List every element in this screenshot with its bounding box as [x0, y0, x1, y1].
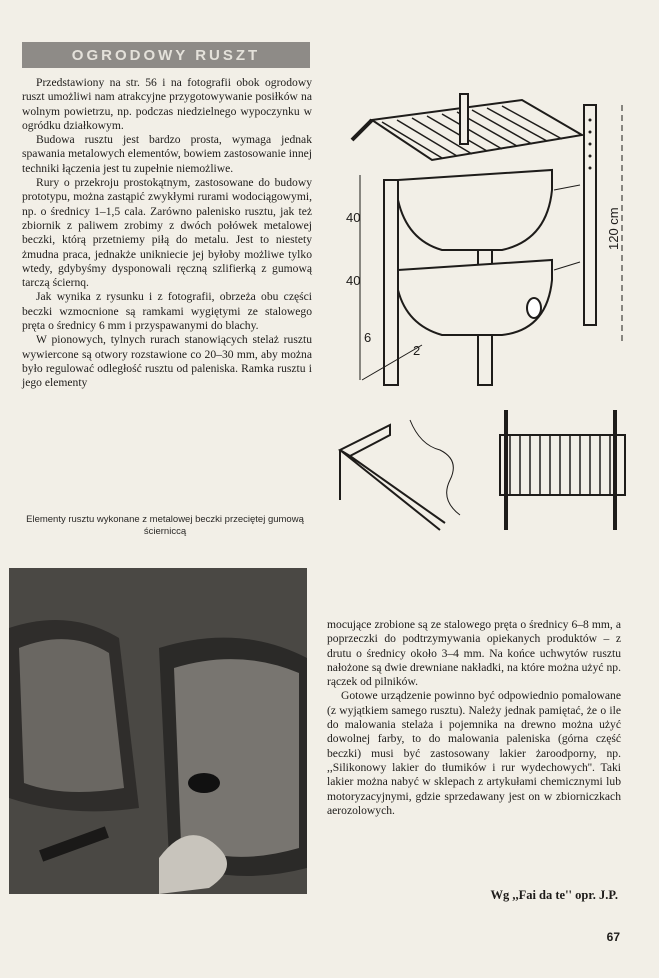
dimension-40-lower: 40 [346, 273, 361, 288]
paragraph: Gotowe urządzenie powinno być odpowiednio pomalowane (z wyjątkiem samego rusztu). Należy jednak pamiętać, że o ile do malowania stelaża i pojemnika na drewno można użyć dowolnej farby, to do malowania paleniska (górna część beczki) musi być zastosowany lakier żaroodporny, np. ,,Silikonowy lakier do tłumików i rur wydechowych''. Taki lakier można nabyć w sklepach z artykułami chemicznymi lub motoryzacyjnymi, gdzie sprzedawany jest on w zbiorniczkach aerozolowych. [327, 689, 621, 817]
attribution: Wg ,,Fai da te'' opr. J.P. [490, 888, 618, 902]
grill-grate [372, 100, 582, 160]
article-title: OGRODOWY RUSZT [71, 46, 261, 64]
dimension-120cm: 120 cm [606, 207, 621, 250]
firebox [398, 170, 552, 250]
paragraph: Przedstawiony na str. 56 i na fotografii obok ogrodowy ruszt umożliwi nam atrakcyjne przygotowywanie posiłków na wolnym powietrzu, np. podczas niedzielnego wypoczynku w ogródku działkowym. [22, 76, 312, 132]
dimension-depth-a: 6 [364, 330, 372, 345]
dimension-40-upper: 40 [346, 210, 361, 225]
frame-corner-detail [340, 425, 390, 456]
grill-technical-drawing [322, 80, 642, 400]
wood-box [398, 260, 552, 335]
page-number: 67 [606, 930, 620, 944]
back-post-left [460, 94, 468, 144]
paragraph: Budowa rusztu jest bardzo prosta, wymaga jednak spawania metalowych elementów, bowiem zastosowanie innej techniki łączenia jest tu zupełnie niemożliwe. [22, 133, 312, 175]
wood-box-opening [527, 298, 541, 318]
grate-detail [500, 435, 625, 495]
paragraph: W pionowych, tylnych rurach stanowiących stelaż rusztu wywiercone są otwory rozstawione co 20–30 mm, aby można było regulować odległość rusztu od paleniska. Ramka rusztu i jego elementy [22, 333, 312, 390]
dimension-depth-b: 2 [413, 343, 421, 358]
front-post-left [384, 180, 398, 385]
figure-caption: Elementy rusztu wykonane z metalowej beczki przeciętej gumową ścierniccą [26, 514, 304, 537]
barrel-parts-photo [9, 568, 307, 894]
back-post-right [584, 105, 596, 325]
detail-drawings [330, 390, 640, 550]
grate-handle [352, 120, 372, 140]
text-column-right [327, 618, 621, 818]
article-title-bar [22, 42, 310, 68]
paragraph: mocujące zrobione są ze stalowego pręta o średnicy 6–8 mm, a poprzeczki do podtrzymywania opiekanych produktów – z drutu o średnicy około 3–4 mm. Na końce uchwytów rusztu nałożone są dwie drewniane nakładki, na które można użyć np. rączek od pilników. [327, 618, 621, 689]
paragraph: Rury o przekroju prostokątnym, zastosowane do budowy prototypu, można zastąpić zwykłymi rurami wodociągowymi, np. o średnicy 1–1,5 cala. Zarówno palenisko rusztu, jak też zbiornik z paliwem zrobimy z dwóch połówek metalowej beczki, którą przetniemy piłą do metalu. Jest to niestety żmudna praca, jednakże unikniecie jej byłoby możliwe tylko wtedy, gdybyśmy dysponowali ręczną szlifierką z gumową tarczą ściernq. [22, 176, 312, 290]
paragraph: Jak wynika z rysunku i z fotografii, obrzeża obu części beczki wzmocnione są ramkami wygiętymi ze stalowego pręta o średnicy 6 mm i przyspawanymi do blachy. [22, 290, 312, 333]
text-column-left [22, 76, 312, 391]
